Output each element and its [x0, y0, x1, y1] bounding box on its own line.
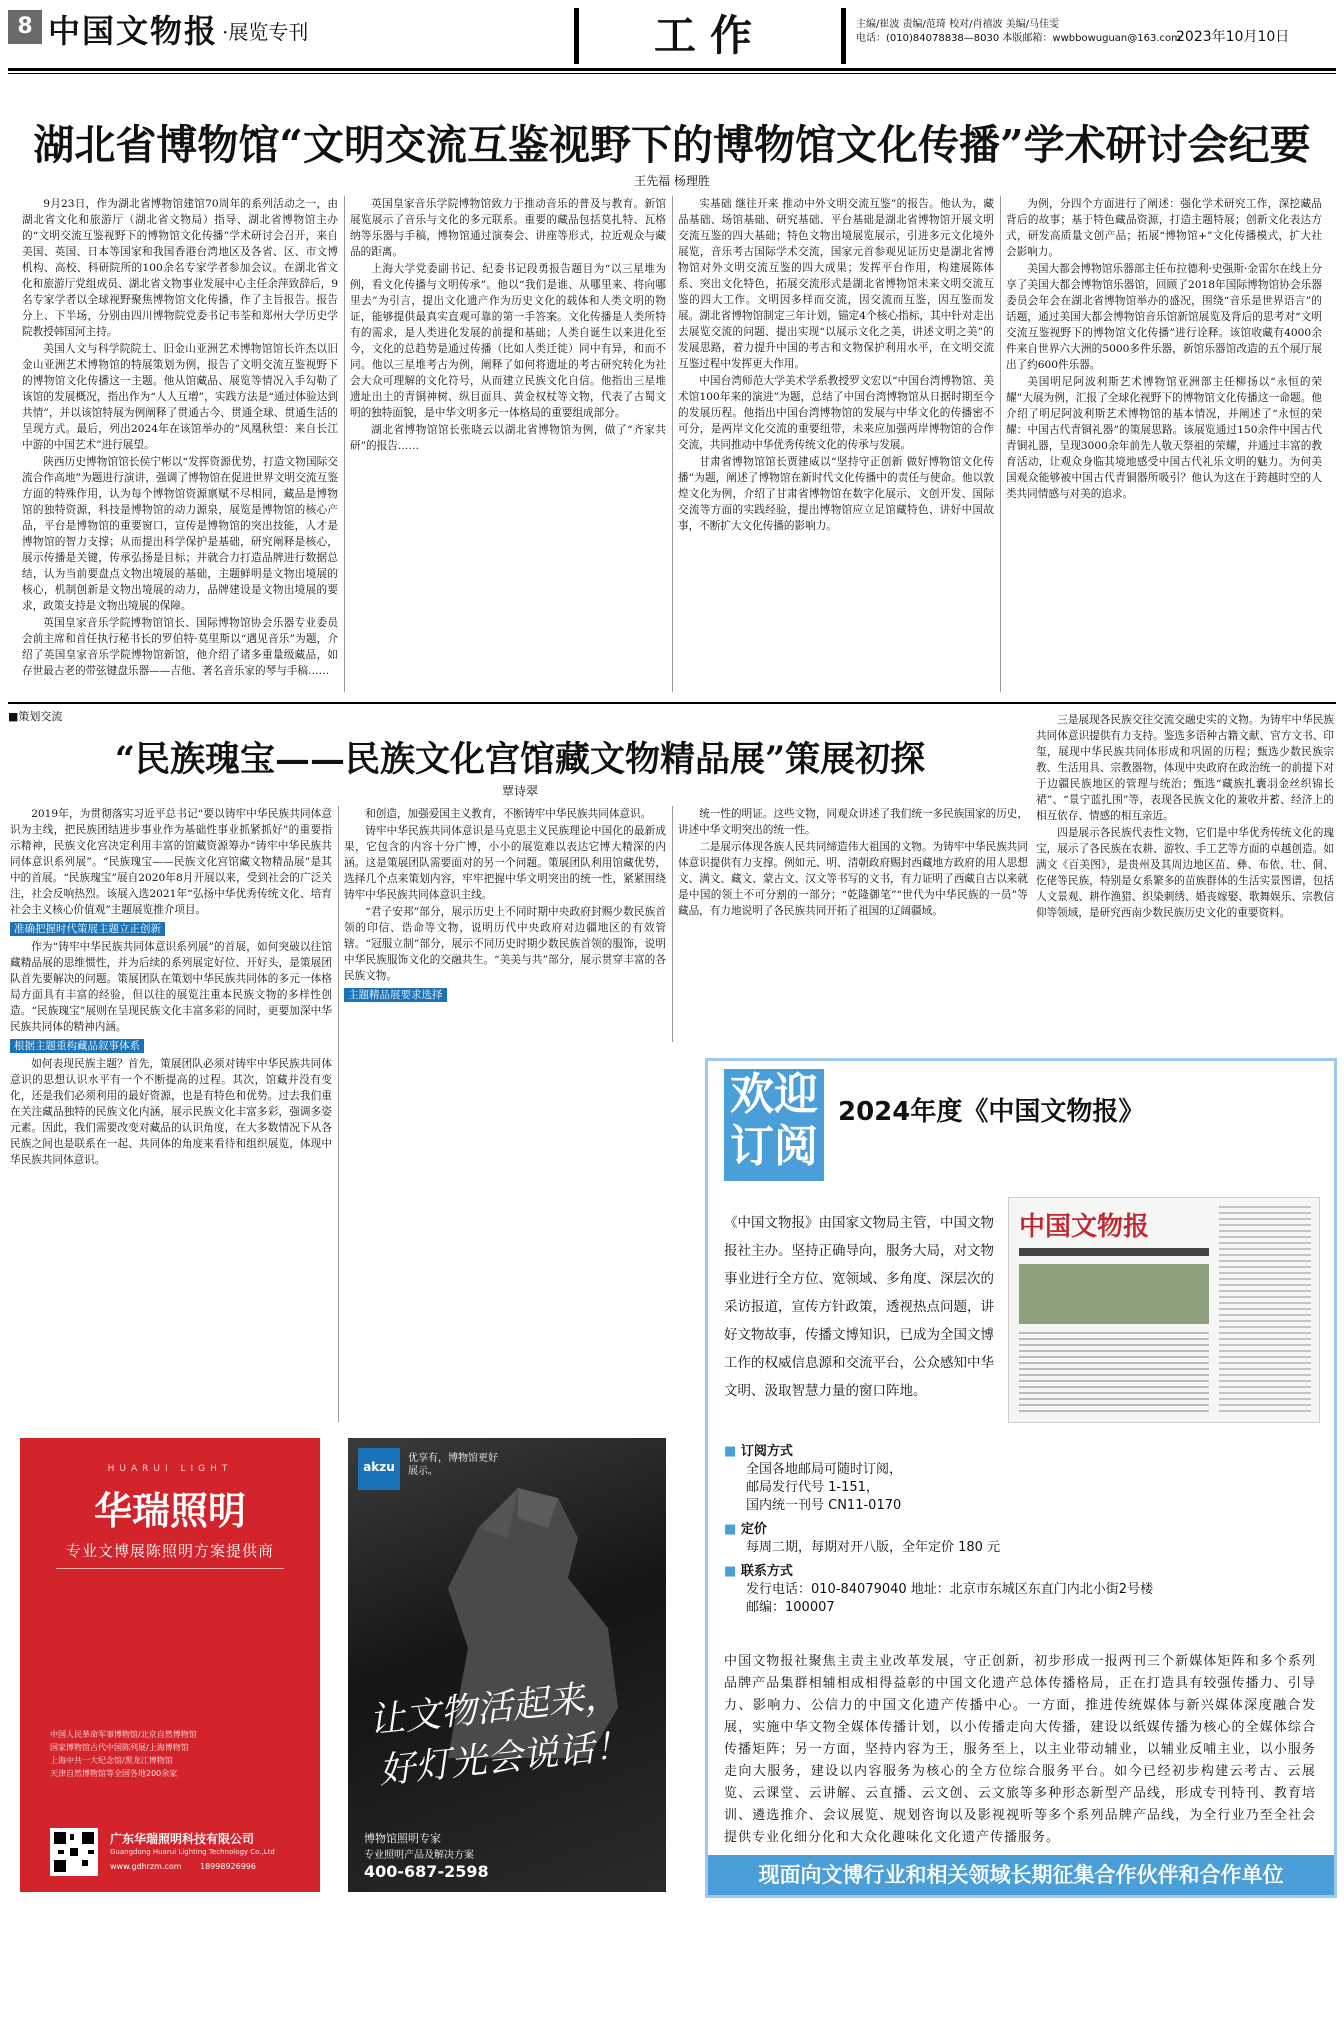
huarui-pinyin: HUARUI LIGHT [107, 1464, 233, 1474]
method-line: 邮局发行代号 1-151， [746, 1480, 879, 1495]
article1-c3-p2: 中国台湾师范大学美术学系教授罗文宏以“中国台湾博物馆、美术馆100年来的演进”为题，总结了中国台湾博物馆从日据时期至今的发展历程。他指出中国台湾博物馆的发展与中华文化的传播密不可分，是两岸文化交流的重要纽带，未来应加强两岸博物馆的合作交流，共同推动中华优秀传统文化的传承与发展。 [678, 375, 994, 451]
editor-info [856, 18, 1181, 46]
article1-c2-p3: 湖北省博物馆馆长张晓云以湖北省博物馆为例，做了“齐家共研”的报告…… [350, 424, 666, 452]
thumb-photo [1019, 1264, 1209, 1324]
akzu-slogan-2: 好灯光会说话！ [376, 1724, 632, 1793]
article2-byline: 覃诗翠 [501, 784, 538, 798]
column-divider [672, 196, 673, 692]
article2-c3-p1: 统一性的明证。这些文物，同观众讲述了我们统一多民族国家的历史，讲述中华文明突出的统一性。 [678, 808, 1028, 836]
subscription-body: 中国文物报社聚焦主责主业改革发展，守正创新，初步形成一报两刊三个新媒体矩阵和多个系列品牌产品集群相辅相成相得益彰的中国文化遗产总体传播格局，正在打造具有较强传播力、引导力、影响力、公信力的中国文化遗产传播中心。一方面，推进传统媒体与新兴媒体深度融合发展，实施中华文物全媒体传播计划，以小传播走向大传播，建设以纸媒传播为核心的全媒体综合传播矩阵；另一方面，坚持内容为王，服务至上，以主业带动辅业，以辅业反哺主业，以小服务走向大服务，建设以内容服务为核心的全方位综合服务平台。如今已经初步构建云考古、云展览、云课堂、云讲解、云直播、云文创、云文旅等多种形态新型产品线，形成专刊特刊、教育培训、遴选推介、会议展览、规划咨询以及影视视听等多个系列品牌产品线，为全行业乃至全社会提供专业化细分化和大众化趣味化文化遗产传播服务。 [724, 1654, 1316, 1845]
thumb-text [1019, 1332, 1209, 1412]
price-label: ■ 定价 [724, 1522, 767, 1537]
article1-byline: 王先福 杨理胜 [634, 174, 710, 188]
article1-c2-p1: 英国皇家音乐学院博物馆致力于推动音乐的普及与教育。新馆展览展示了音乐与文化的多元联系。重要的藏品包括莫扎特、瓦格纳等乐器与手稿，博物馆通过演奏会、讲座等形式，拉近观众与藏品的距离。 [350, 198, 666, 258]
ad-huarui[interactable] [20, 1438, 320, 1892]
edition-label: ·展览专刊 [222, 20, 309, 44]
article1-column-4 [1006, 196, 1322, 696]
article1-c3-p3: 甘肃省博物馆馆长贾建威以“坚持守正创新 做好博物馆文化传播”为题，阐述了博物馆在新时代文化传播中的责任与使命。他以敦煌文化为例，介绍了甘肃省博物馆在数字化展示、文创开发、国际交流等方面的实践经验，提出博物馆应立足馆藏特色、讲好中国故事，不断扩大文化传播的影响力。 [678, 456, 994, 532]
article2-subhead-1: 准确把握时代策展主题立正创新 [10, 922, 165, 936]
article2-column-1 [10, 806, 332, 1426]
article2-headline: “民族瑰宝——民族文化宫馆藏文物精品展”策展初探 [114, 739, 926, 780]
article1-c4-p1: 为例，分四个方面进行了阐述：强化学术研究工作，深挖藏品背后的故事；基于特色藏品资源，打造主题特展；创新文化表达方式，研发高质量文创产品；拓展“博物馆+”文化传播模式，扩大社会影响力。 [1006, 198, 1322, 258]
article1-c1-p2: 美国人文与科学院院士、旧金山亚洲艺术博物馆馆长许杰以旧金山亚洲艺术博物馆的特展策划为例，报告了文明交流互鉴视野下的博物馆文化传播这一主题。他从馆藏品、展览等情况入手勾勒了该馆的发展概况，指出作为“人人互增”，实践方法是“通过体验达到共情”，并以该馆特展为例阐释了贯通古今、贯通全球、贯通生活的呈现方式。最后，列出2024年在该馆举办的“凤凰秋望：来自长江中游的中国艺术”进行展望。 [22, 343, 338, 451]
method-line: 全国各地邮局可随时订阅， [746, 1462, 903, 1477]
paper-thumbnail [1008, 1197, 1320, 1423]
editor-line-2: 电话：(010)84078838—8030 本版邮箱：wwbbowuguan@163.com [856, 33, 1181, 44]
price-line: 每周二期，每期对开八版，全年定价 180 元 [746, 1540, 1001, 1555]
article1-column-2 [350, 196, 666, 696]
column-divider [1000, 196, 1001, 692]
section-title: 工作 [574, 8, 846, 64]
akzu-phone: 400-687-2598 [364, 1862, 489, 1881]
contact-line: 发行电话：010-84079040 地址：北京市东城区东直门内北小街2号楼 [746, 1582, 1154, 1597]
huarui-company: 广东华瑞照明科技有限公司 [110, 1832, 255, 1846]
thumb-side-text [1219, 1206, 1311, 1412]
huarui-website: www.gdhrzm.com [110, 1862, 182, 1871]
subscription-box [705, 1058, 1337, 1898]
editor-line-1: 主编/崔波 责编/范琦 校对/肖禧波 美编/马佳雯 [856, 19, 1060, 30]
thumb-headline-bar [1019, 1248, 1209, 1256]
subscription-footer: 现面向文博行业和相关领域长期征集合作伙伴和合作单位 [708, 1855, 1334, 1895]
article1-c2-p2: 上海大学党委副书记、纪委书记段勇报告题目为“以三星堆为例，看文化传播与文明传承”。他以“我们是谁、从哪里来、将向哪里去”为引言，提出文化遗产作为历史文化的载体和人类文明的物证，能够提供最真实直观可靠的第一手答案。文化传播是人类所特有的需求，是人类进化发展的前提和基础；人类自诞生以来进化至今，文化的总趋势是通过传播（比如人类迁徙）同中有异，和而不同。他以三星堆考古为例，阐释了如何将遗址的考古研究转化为社会大众可理解的文化符号，从而建立民族文化自信。他指出三星堆遗址出土的青铜神树、纵目面具、黄金权杖等文物，代表了古蜀文明的独特面貌，是中华文明多元一体格局的重要组成部分。 [350, 263, 666, 419]
method-label: ■ 订阅方式 [724, 1444, 793, 1459]
article1-c1-p1: 9月23日，作为湖北省博物馆建馆70周年的系列活动之一，由湖北省文化和旅游厅（湖北省文物局）指导、湖北省博物馆主办的“文明交流互鉴视野下的博物馆文化传播”学术研讨会召开，来自美国、英国、日本等国家和我国香港台湾地区及各省、区、市文博机构、高校、科研院所的100余名专家学者参加会议。在湖北省文化和旅游厅党组成员、湖北省文物事业发展中心主任余萍致辞后，9名专家学者以全球视野聚焦博物馆文化传播，作了主旨报告。报告分上、下半场，分别由四川博物院党委书记韦荃和郑州大学历史学院教授韩国河主持。 [22, 198, 338, 338]
article2-c4-p1: 三是展现各民族交往交流交融史实的文物。为铸牢中华民族共同体意识提供有力支持。鉴选多语种古籍文献、官方文书、印玺，展现中华民族共同体形成和巩固的历程；甄选少数民族宗教、生活用具、宗教器物，体现中央政府在政治统一的前提下对于边疆民族地区的管理与统治；甄选“藏族扎囊羽金丝织锦长裙”、“景宁蓝扎围”等，表现各民族文化的兼收并蓄、经济上的相互依存、情感的相互亲近。 [1036, 714, 1334, 822]
article2-column-4 [1036, 712, 1334, 970]
article2-c4-p2: 四是展示各民族代表性文物，它们是中华优秀传统文化的瑰宝，展示了各民族在农耕、游牧、手工艺等方面的卓越创造。如满文《百美图》，是贵州及其周边地区苗、彝、布依、壮、侗、仡佬等民族，特别是女系繁多的苗族群体的生活实景图谱，包括人文景观、耕作渔猎、织染刺绣、婚丧嫁娶、歌舞娱乐、宗教信仰等领域，是研究西南少数民族历史文化的重要资料。 [1036, 827, 1334, 919]
subscription-info [724, 1443, 1324, 1617]
subscription-title: 2024年度《中国文物报》 [838, 1097, 1145, 1127]
article2-c2-p1: 和创造，加强爱国主义教育，不断铸牢中华民族共同体意识。 [365, 808, 652, 820]
akzu-bottom-2: 专业照明产品及解决方案 [364, 1850, 474, 1861]
article2-subhead-3: 主题精品展要求选择 [344, 988, 447, 1002]
huarui-divider [56, 1568, 284, 1569]
qr-code-icon [50, 1828, 98, 1876]
article2-c1-p1: 2019年，为贯彻落实习近平总书记“要以铸牢中华民族共同体意识为主线，把民族团结进步事业作为基础性事业抓紧抓好”的重要指示精神，民族文化宫决定利用丰富的馆藏资源筹办“铸牢中华民族共同体意识系列展”。“民族瑰宝——民族文化宫馆藏文物精品展”是其中的首展。“民族瑰宝”展自2020年8月开展以来，受到社会的广泛关注，社会反响热烈。该展入选2021年“弘扬中华优秀传统文化、培育社会主义核心价值观”主题展览推介项目。 [10, 808, 332, 916]
column-divider [338, 806, 339, 1422]
thumb-paper-title: 中国文物报 [1019, 1212, 1150, 1242]
issue-date: 2023年10月10日 [1176, 29, 1290, 45]
masthead-rule [8, 68, 1336, 71]
article2-c2-p2: 铸牢中华民族共同体意识是马克思主义民族理论中国化的最新成果，它包含的内容十分广博，小小的展览难以表达它博大精深的内涵。这是策展团队需要面对的另一个问题。策展团队利用馆藏优势，选择几个点来策划内容，牢牢把握中华文明突出的统一性，紧紧围绕铸牢中华民族共同体意识主线。 [344, 825, 666, 901]
article1-c1-p4: 英国皇家音乐学院博物馆馆长、国际博物馆协会乐器专业委员会前主席和首任执行秘书长的罗伯特·莫里斯以“遇见音乐”为题，介绍了英国皇家音乐学院博物馆新馆，他介绍了诸多重量级藏品，如存世最古老的带弦键盘乐器——吉他、著名音乐家的琴与手稿…… [22, 617, 338, 677]
article-separator [8, 702, 1336, 704]
huarui-details [50, 1728, 290, 1780]
masthead-rule-thin [8, 73, 1336, 74]
column-divider [672, 806, 673, 1042]
article2-column-2 [344, 806, 666, 1426]
article1-column-1 [22, 196, 338, 696]
article2-c2-p3: “君子安邦”部分，展示历史上不同时期中央政府封赐少数民族首领的印信、诰命等文物，说明历代中央政府对边疆地区的有效管辖。“冠服立制”部分，展示不同历史时期少数民族首领的服饰，说明中华民族服饰文化的交融共生。“美美与共”部分，展示贯穿丰富的各民族文物。 [344, 906, 666, 982]
subscribe-badge [724, 1069, 824, 1181]
huarui-detail-line: 中国人民革命军事博物馆/北京自然博物馆 [50, 1730, 197, 1739]
huarui-company-en: Guangdong Huarui Lighting Technology Co.,Ltd [110, 1848, 275, 1856]
badge-line-2: 订阅 [730, 1121, 818, 1172]
article1-c4-p2: 美国大都会博物馆乐器部主任布拉德利·史强斯·金雷尔在线上分享了美国大都会博物馆乐器馆，回顾了2018年国际博物馆协会乐器委员会年会在湖北省博物馆举办的盛况，围绕“音乐是世界语言”的话题，通过美国大都会博物馆音乐馆新馆展览及背后的思考对“文明交流互鉴视野下的博物馆文化传播”进行诠释。该馆收藏有4000余件来自世界六大洲的5000多件乐器，新馆乐器馆改造的五个展厅展出了约600件乐器。 [1006, 263, 1322, 371]
page-number: 8 [8, 10, 42, 44]
huarui-detail-line: 天津自然博物馆等全国各地200余家 [50, 1769, 178, 1778]
akzu-tagline-top: 优享有，博物馆更好展示。 [408, 1453, 498, 1477]
article2-tag: ■策划交流 [8, 710, 63, 723]
article1-headline: 湖北省博物馆“文明交流互鉴视野下的博物馆文化传播”学术研讨会纪要 [33, 121, 1311, 169]
akzu-bottom-1: 博物馆照明专家 [364, 1832, 441, 1845]
article1-column-3 [678, 196, 994, 696]
ad-akzu[interactable] [348, 1438, 666, 1892]
article1-c3-p1: 实基础 继往开来 推动中外文明交流互鉴”的报告。他认为，藏品基础、场馆基础、研究基础、平台基础是湖北省博物馆开展文明交流互鉴的四大基础；特色文物出境展览展示，引进多元文化境外展览，音乐考古国际学术交流，国家元首参观见证历史是湖北省博物馆对外文明交流互鉴的四大成果；发挥平台作用，构建展陈体系、突出文化特色，拓展交流形式是湖北省博物馆未来文明交流互鉴的四大工作。文明因多样而交流，因交流而互鉴，因互鉴而发展。湖北省博物馆制定三年计划，锚定4个核心指标，其中针对走出去展览交流的问题、提出实现“以展示文化之美，讲述文明之美”的发展思路，着力提升中国的考古和文物保护利用水平，在文明交流互鉴过程中发挥更大作用。 [678, 198, 994, 370]
article2-subhead-2: 根据主题重构藏品叙事体系 [10, 1039, 144, 1053]
subscription-intro: 《中国文物报》由国家文物局主管，中国文物报社主办。坚持正确导向，服务大局，对文物事业进行全方位、宽领域、多角度、深层次的采访报道，宣传方针政策，透视热点问题，讲好文物故事，传播文博知识，已成为全国文博工作的权威信息源和交流平台，公众感知中华文明、汲取智慧力量的窗口阵地。 [724, 1215, 994, 1399]
akzu-slogan-1: 让文物活起来， [366, 1674, 622, 1743]
paper-name: 中国文物报 [48, 12, 219, 50]
article1-c4-p3: 美国明尼阿波利斯艺术博物馆亚洲部主任柳扬以“永恒的荣耀”大展为例，汇报了全球化视野下的博物馆文化传播这一命题。他介绍了明尼阿波利斯艺术博物馆的基本情况，并阐述了“永恒的荣耀：中国古代青铜礼器”的策展思路。该展览通过150余件中国古代青铜礼器，呈现3000余年前先人敬天祭祖的荣耀，并通过丰富的教育活动，让观众身临其境地感受中国古代礼乐文明的魅力。为何美国观众能够被中国古代青铜器所吸引？他认为这在于跨越时空的人类共同情感与对美的追求。 [1006, 376, 1322, 500]
article2-c1-p3: 如何表现民族主题？首先，策展团队必须对铸牢中华民族共同体意识的思想认识水平有一个不断提高的过程。其次，馆藏并没有变化，还是我们必须利用的最好资源，也是有特色和优势。过去我们重在关注藏品独特的民族文化内涵，展示民族文化丰富多彩，强调多姿元素。因此，我们需要改变对藏品的认识角度，在大多数情况下从各民族之间也是联系在一起、共同体的角度来看待和组织展览，体现中华民族共同体意识。 [10, 1058, 332, 1166]
article1-c1-p3: 陕西历史博物馆馆长侯宁彬以“发挥资源优势，打造文物国际交流合作高地”为题进行演讲，强调了博物馆在促进世界文明交流互鉴方面的特殊作用，认为每个博物馆资源禀赋不尽相同，藏品是博物馆的独特资源，科技是博物馆的动力源泉，展览是博物馆的核心产品，平台是博物馆的重要窗口，宣传是博物馆的突出技能，人才是博物馆的智力支撑；从而提出科学保护是基础，研究阐释是核心，展示传播是关键，传承弘扬是目标；并就合力打造品牌进行数据总结，认为当前要盘点文物出境展的基础，主题鲜明是文物出境展的核心，机制创新是文物出境展的动力，品牌建设是文物出境展的要求，政策支持是文物出境展的保障。 [22, 456, 338, 612]
article2-c1-p2: 作为“铸牢中华民族共同体意识系列展”的首展，如何突破以往馆藏精品展的思维惯性，并为后续的系列展定好位、开好头，是策展团队首先要解决的问题。策展团队在策划中华民族共同体的多元一体格局方面具有丰富的经验，但以往的展览注重本民族文物的多样性创造。“民族瑰宝”展则在呈现民族文化丰富多彩的同时，更要加深中华民族共同体的精神内涵。 [10, 941, 332, 1033]
article2-c3-p2: 二是展示体现各族人民共同缔造伟大祖国的文物。为铸牢中华民族共同体意识提供有力支撑。例如元、明、清朝政府赐封西藏地方政府的用人思想文、满文、藏文、蒙古文、汉文等书写的文书，有力证明了西藏自古以来就是中国的领土不可分割的一部分；“乾隆御笔”“世代为中华民族的一员”等藏品，有力地说明了各民族共同开拓了祖国的辽阔疆域。 [678, 841, 1028, 917]
contact-line: 邮编：100007 [746, 1600, 835, 1615]
akzu-logo: akzu [363, 1460, 395, 1474]
contact-label: ■ 联系方式 [724, 1564, 793, 1579]
method-line: 国内统一刊号 CN11-0170 [746, 1498, 902, 1513]
article2-column-3 [678, 806, 1028, 1046]
badge-line-1: 欢迎 [730, 1069, 818, 1120]
huarui-detail-line: 上海中共一大纪念馆/黑龙江博物馆 [50, 1756, 173, 1765]
huarui-tagline: 专业文博展陈照明方案提供商 [65, 1542, 274, 1560]
huarui-detail-line: 国家博物馆古代中国陈列展/上海博物馆 [50, 1743, 189, 1752]
huarui-brand: 华瑞照明 [93, 1489, 246, 1533]
column-divider [344, 196, 345, 692]
huarui-phone: 18998926996 [200, 1862, 256, 1871]
